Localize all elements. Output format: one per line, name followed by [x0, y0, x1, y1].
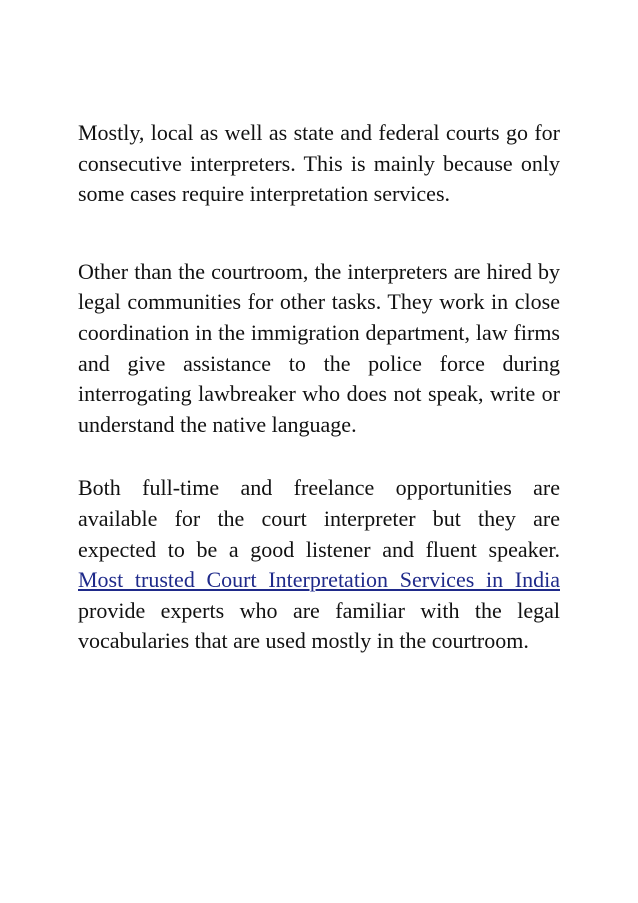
paragraph-opportunities-text-after: provide experts who are familiar with the legal vocabularies that are used mostly in the courtroom. — [78, 597, 560, 654]
document-body — [78, 118, 560, 657]
paragraph-opportunities — [78, 473, 560, 657]
paragraph-courtroom-tasks: Other than the courtroom, the interpreters are hired by legal communities for other tasks. They work in close coordination in the immigration department, law firms and give assistance to the police force during interrogating lawbreaker who does not speak, write or understand the native language. — [78, 258, 560, 437]
court-interpretation-services-link[interactable]: Most trusted Court Interpretation Services in India — [78, 567, 560, 593]
paragraph-consecutive-interpreters: Mostly, local as well as state and federal courts go for consecutive interpreters. This is mainly because only some cases require interpretation services. — [78, 120, 560, 207]
paragraph-opportunities-text-before: Both full-time and freelance opportunities are available for the court interpreter but they are expected to be a good listener and fluent speaker. — [78, 475, 560, 562]
